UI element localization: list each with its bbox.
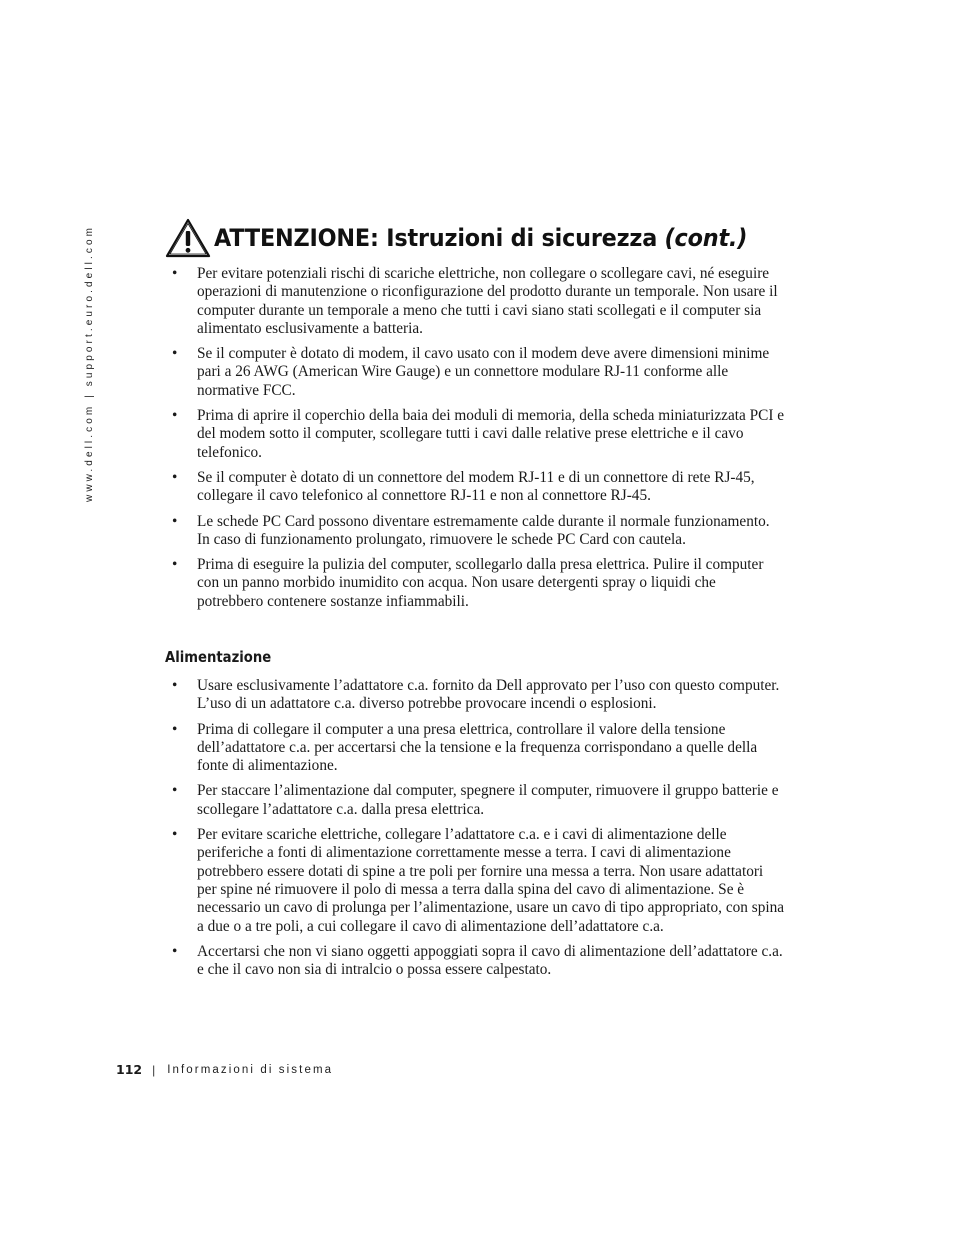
footer-section-name: Informazioni di sistema [167, 1063, 334, 1076]
list-item-text: Accertarsi che non vi siano oggetti appoggiati sopra il cavo di alimentazione dell’adattatore c.a. e che il cavo non sia di intralcio o possa essere calpestato. [197, 942, 783, 979]
bullet-icon: • [172, 720, 178, 738]
warning-triangle-icon [165, 218, 211, 258]
bullet-icon: • [172, 407, 178, 425]
page-number: 112 [116, 1062, 143, 1077]
list-item-text: Se il computer è dotato di un connettore del modem RJ-11 e di un connettore di rete RJ-45, collegare il cavo telefonico al connettore RJ-11 e non al connettore RJ-45. [197, 468, 755, 505]
side-url: www.dell.com | support.euro.dell.com [84, 224, 95, 502]
list-item-text: Per evitare potenziali rischi di scariche elettriche, non collegare o scollegare cavi, né eseguire operazioni di manutenzione o riconfigurazione del prodotto durante un temporale. Non usare il computer durante un temporale a meno che tutti i cavi siano stati scollegati e il computer sia alimentato esclusivamente a batteria. [197, 265, 778, 337]
bullet-icon: • [172, 345, 178, 363]
section-heading: Alimentazione [165, 648, 272, 666]
page-footer [116, 1062, 333, 1077]
bullet-icon: • [172, 556, 178, 574]
list-item [165, 345, 785, 400]
list-item-text: Se il computer è dotato di modem, il cavo usato con il modem deve avere dimensioni minime pari a 26 AWG (American Wire Gauge) e un connettore modulare RJ-11 conforme alle normative FCC. [197, 345, 770, 399]
list-item [165, 556, 785, 611]
list-item [165, 469, 785, 506]
list-item [165, 721, 785, 776]
list-item [165, 513, 785, 550]
safety-list [165, 265, 785, 618]
page-header [165, 218, 787, 258]
list-item [165, 826, 785, 936]
list-item [165, 943, 785, 980]
title-cont: (cont.) [664, 224, 748, 252]
list-item-text: Prima di aprire il coperchio della baia dei moduli di memoria, della scheda miniaturizzata PCI e del modem sotto il computer, scollegare tutti i cavi dalle relative prese elettriche e il cavo telefonico. [197, 407, 785, 461]
list-item-text: Prima di collegare il computer a una presa elettrica, controllare il valore della tensione dell’adattatore c.a. per accertarsi che la tensione e la frequenza corrispondano a quelle della fonte di alimentazione. [197, 720, 758, 775]
list-item-text: Usare esclusivamente l’adattatore c.a. fornito da Dell approvato per l’uso con questo computer. L’uso di un adattatore c.a. diverso potrebbe provocare incendi o esplosioni. [197, 677, 780, 713]
bullet-icon: • [172, 677, 178, 694]
bullet-icon: • [172, 942, 178, 960]
list-item-text: Per evitare scariche elettriche, collegare l’adattatore c.a. e i cavi di alimentazione delle periferiche a fonti di alimentazione correttamente messe a terra. I cavi di alimentazione potrebbero essere dotati di spine a tre poli per fornire una messa a terra. Non usare adattatori per spine né rimuovere il polo di messa a terra dalla spina del cavo di alimentazione. Se è necessario un cavo di prolunga per l’alimentazione, usare un cavo di tipo appropriato, con spina a due o a tre poli, a cui collegare il cavo di alimentazione dell’adattatore c.a. [197, 826, 785, 935]
power-list [165, 677, 785, 986]
list-item [165, 782, 785, 819]
bullet-icon: • [172, 826, 178, 844]
page-title [214, 224, 747, 252]
list-item [165, 265, 785, 338]
bullet-icon: • [172, 512, 178, 530]
bullet-icon: • [172, 468, 178, 486]
list-item-text: Le schede PC Card possono diventare estremamente calde durante il normale funzionamento. In caso di funzionamento prolungato, rimuovere le schede PC Card con cautela. [197, 512, 770, 548]
list-item [165, 407, 785, 462]
bullet-icon: • [172, 265, 178, 282]
bullet-icon: • [172, 782, 178, 800]
list-item-text: Per staccare l’alimentazione dal computer, spegnere il computer, rimuovere il gruppo batterie e scollegare l’adattatore c.a. dalla presa elettrica. [197, 782, 779, 818]
title-text: ATTENZIONE: Istruzioni di sicurezza [214, 224, 658, 252]
footer-separator: | [152, 1062, 156, 1077]
list-item [165, 677, 785, 714]
list-item-text: Prima di eseguire la pulizia del computer, scollegarlo dalla presa elettrica. Pulire il computer con un panno morbido inumidito con acqua. Non usare detergenti spray o liquidi che potrebbero contenere sostanze infiammabili. [197, 556, 764, 610]
